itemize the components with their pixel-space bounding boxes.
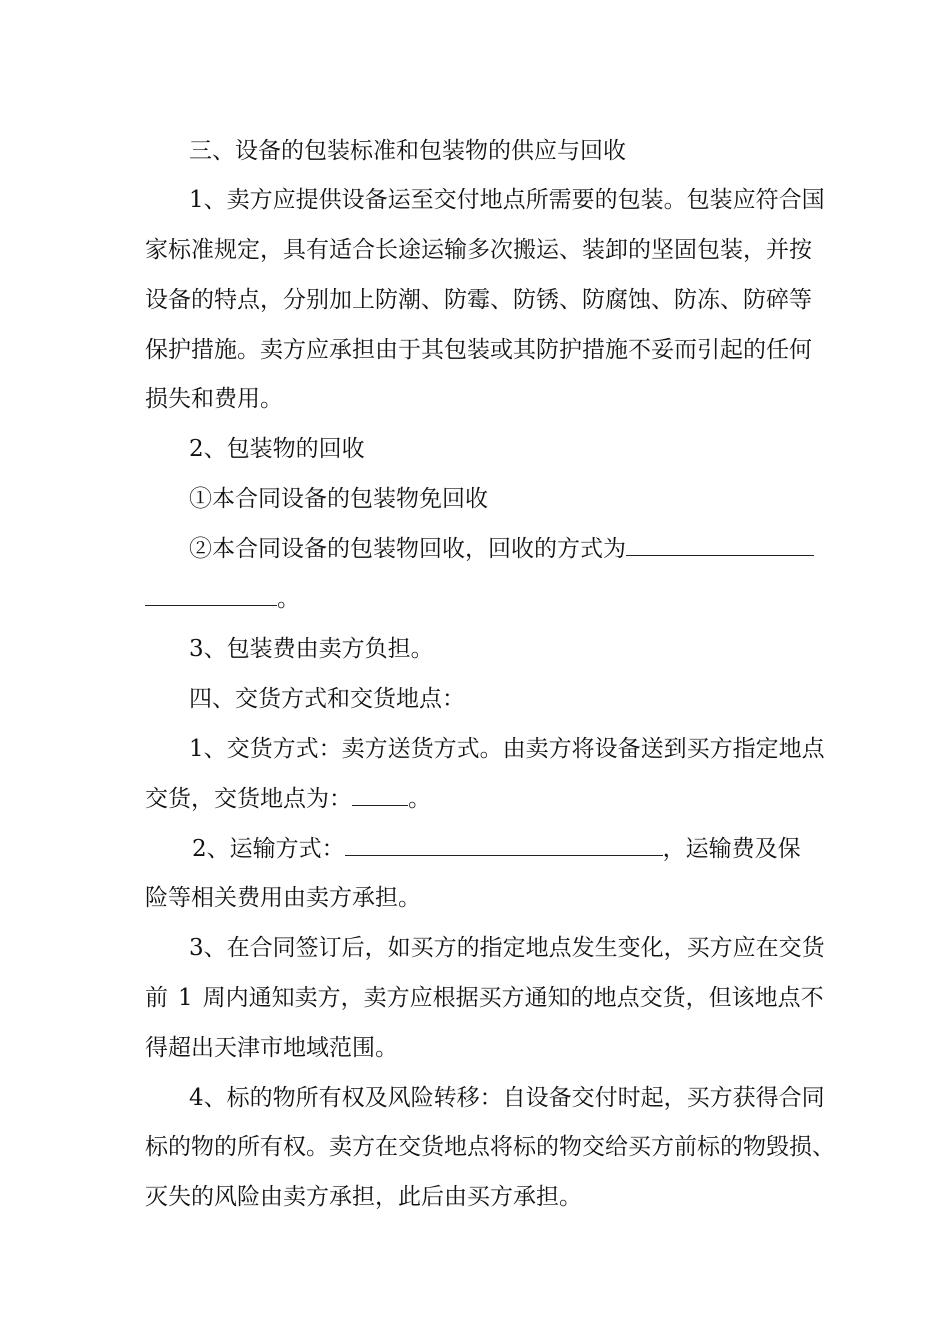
paragraph-line: 设备的特点，分别加上防潮、防霉、防锈、防腐蚀、防冻、防碎等 xyxy=(145,287,812,313)
clause-packaging-fee: 3、包装费由卖方负担。 xyxy=(189,636,434,662)
option-recovery-text: ②本合同设备的包装物回收，回收的方式为 xyxy=(189,536,626,562)
delivery-location-blank[interactable] xyxy=(352,785,408,806)
delivery-location-label: 交货，交货地点为： xyxy=(145,786,352,812)
transport-method-after: ，运输费及保 xyxy=(662,836,801,862)
section-three-heading: 三、设备的包装标准和包装物的供应与回收 xyxy=(189,138,626,164)
notice-weeks-number: 1 xyxy=(178,985,193,1011)
paragraph-line: 险等相关费用由卖方承担。 xyxy=(145,885,421,911)
paragraph-line: 灭失的风险由卖方承担，此后由买方承担。 xyxy=(145,1184,582,1210)
delivery-location-line xyxy=(145,784,431,814)
notice-text: 周内通知卖方，卖方应根据买方通知的地点交货，但该地点不 xyxy=(202,985,824,1011)
paragraph-line: 1、卖方应提供设备运至交付地点所需要的包装。包装应符合国 xyxy=(189,187,825,213)
notice-period-line xyxy=(145,983,824,1013)
paragraph-line: 3、在合同签订后，如买方的指定地点发生变化，买方应在交货 xyxy=(189,935,825,961)
clause-packaging-recovery: 2、包装物的回收 xyxy=(189,436,365,462)
paragraph-line: 标的物的所有权。卖方在交货地点将标的物交给买方前标的物毁损、 xyxy=(145,1134,835,1160)
paragraph-line: 家标准规定，具有适合长途运输多次搬运、装卸的坚固包装，并按 xyxy=(145,237,812,263)
period: 。 xyxy=(277,586,300,612)
recovery-method-blank-continued[interactable] xyxy=(145,585,277,606)
notice-word: 前 xyxy=(145,985,168,1011)
transport-method-line xyxy=(192,834,801,864)
option-no-recovery: ①本合同设备的包装物免回收 xyxy=(189,486,488,512)
section-four-heading: 四、交货方式和交货地点： xyxy=(189,686,465,712)
paragraph-line: 保护措施。卖方应承担由于其包装或其防护措施不妥而引起的任何 xyxy=(145,337,812,363)
paragraph-line: 1、交货方式：卖方送货方式。由卖方将设备送到买方指定地点 xyxy=(189,736,825,762)
option-recovery-continued xyxy=(145,584,300,614)
paragraph-line: 4、标的物所有权及风险转移：自设备交付时起，买方获得合同 xyxy=(189,1085,825,1111)
option-recovery xyxy=(189,534,814,564)
paragraph-line: 得超出天津市地域范围。 xyxy=(145,1035,398,1061)
paragraph-line: 损失和费用。 xyxy=(145,386,283,412)
recovery-method-blank[interactable] xyxy=(626,535,814,556)
transport-method-blank[interactable] xyxy=(345,835,663,856)
period: 。 xyxy=(408,786,431,812)
transport-method-label: 2、运输方式： xyxy=(192,836,345,862)
